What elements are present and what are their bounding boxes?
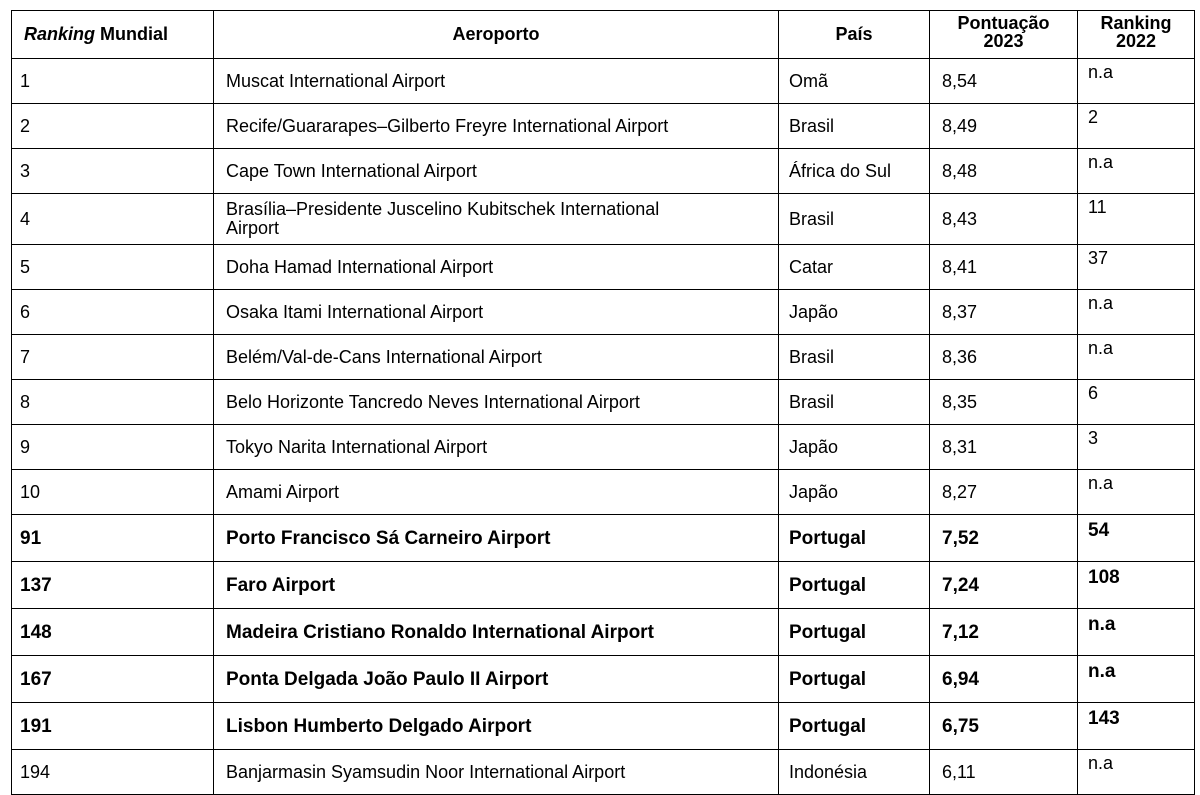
header-country: País [779, 11, 930, 59]
airport-cell: Recife/Guararapes–Gilberto Freyre International Airport [214, 104, 779, 149]
airport-cell: Ponta Delgada João Paulo II Airport [214, 656, 779, 703]
table-row [12, 380, 1195, 425]
prev-rank-cell: 108 [1078, 562, 1195, 609]
prev-rank-cell: n.a [1078, 59, 1195, 104]
country-cell: Portugal [779, 609, 930, 656]
score-cell: 8,31 [930, 425, 1078, 470]
table-row-portugal [12, 609, 1195, 656]
score-cell: 8,27 [930, 470, 1078, 515]
score-cell: 8,54 [930, 59, 1078, 104]
header-airport: Aeroporto [214, 11, 779, 59]
country-cell: Indonésia [779, 750, 930, 795]
country-cell: Japão [779, 290, 930, 335]
country-cell: Brasil [779, 335, 930, 380]
prev-rank-cell: 6 [1078, 380, 1195, 425]
score-cell: 8,48 [930, 149, 1078, 194]
airport-cell: Belo Horizonte Tancredo Neves International Airport [214, 380, 779, 425]
score-cell: 6,94 [930, 656, 1078, 703]
prev-rank-cell: 3 [1078, 425, 1195, 470]
country-cell: África do Sul [779, 149, 930, 194]
score-cell: 8,35 [930, 380, 1078, 425]
airport-cell: Doha Hamad International Airport [214, 245, 779, 290]
rank-cell: 1 [12, 59, 214, 104]
airport-cell: Amami Airport [214, 470, 779, 515]
airport-cell [214, 194, 779, 245]
header-prev-line2: 2022 [1115, 31, 1157, 51]
header-ranking-italic: Ranking [24, 24, 96, 44]
table-row [12, 335, 1195, 380]
table-row [12, 59, 1195, 104]
score-cell: 8,37 [930, 290, 1078, 335]
prev-rank-cell: 2 [1078, 104, 1195, 149]
score-cell: 8,41 [930, 245, 1078, 290]
airport-cell: Osaka Itami International Airport [214, 290, 779, 335]
airport-cell: Tokyo Narita International Airport [214, 425, 779, 470]
prev-rank-cell: n.a [1078, 609, 1195, 656]
prev-rank-cell: n.a [1078, 149, 1195, 194]
header-prev-line1: Ranking [1100, 13, 1172, 33]
prev-rank-cell: 11 [1078, 194, 1195, 245]
score-cell: 8,49 [930, 104, 1078, 149]
airport-cell: Porto Francisco Sá Carneiro Airport [214, 515, 779, 562]
rank-cell: 137 [12, 562, 214, 609]
table-row [12, 750, 1195, 795]
prev-rank-cell: n.a [1078, 335, 1195, 380]
airport-ranking-table [11, 10, 1195, 795]
airport-cell: Madeira Cristiano Ronaldo International Airport [214, 609, 779, 656]
header-score-2023 [930, 11, 1078, 59]
country-cell: Brasil [779, 104, 930, 149]
score-cell: 7,12 [930, 609, 1078, 656]
rank-cell: 5 [12, 245, 214, 290]
table-row [12, 104, 1195, 149]
header-world-ranking [12, 11, 214, 59]
country-cell: Catar [779, 245, 930, 290]
table-row [12, 149, 1195, 194]
rank-cell: 7 [12, 335, 214, 380]
rank-cell: 194 [12, 750, 214, 795]
header-score-line2: 2023 [983, 31, 1024, 51]
country-cell: Omã [779, 59, 930, 104]
rank-cell: 9 [12, 425, 214, 470]
table-row [12, 245, 1195, 290]
rank-cell: 2 [12, 104, 214, 149]
ranking-table-container [11, 10, 1195, 795]
airport-cell: Banjarmasin Syamsudin Noor International Airport [214, 750, 779, 795]
airport-cell: Muscat International Airport [214, 59, 779, 104]
table-row-portugal [12, 656, 1195, 703]
airport-cell: Lisbon Humberto Delgado Airport [214, 703, 779, 750]
prev-rank-cell: n.a [1078, 656, 1195, 703]
airport-cell: Faro Airport [214, 562, 779, 609]
rank-cell: 167 [12, 656, 214, 703]
airport-cell: Belém/Val-de-Cans International Airport [214, 335, 779, 380]
score-cell: 8,36 [930, 335, 1078, 380]
header-ranking-2022 [1078, 11, 1195, 59]
rank-cell: 4 [12, 194, 214, 245]
table-row [12, 194, 1195, 245]
airport-line-1: Brasília–Presidente Juscelino Kubitschek International [226, 199, 660, 219]
table-row [12, 425, 1195, 470]
country-cell: Portugal [779, 656, 930, 703]
prev-rank-cell: 143 [1078, 703, 1195, 750]
prev-rank-cell: n.a [1078, 750, 1195, 795]
rank-cell: 191 [12, 703, 214, 750]
score-cell: 6,75 [930, 703, 1078, 750]
table-row-portugal [12, 515, 1195, 562]
rank-cell: 148 [12, 609, 214, 656]
prev-rank-cell: 37 [1078, 245, 1195, 290]
rank-cell: 3 [12, 149, 214, 194]
airport-line-2: Airport [226, 218, 280, 238]
table-row [12, 470, 1195, 515]
country-cell: Brasil [779, 194, 930, 245]
score-cell: 8,43 [930, 194, 1078, 245]
country-cell: Japão [779, 425, 930, 470]
score-cell: 6,11 [930, 750, 1078, 795]
table-row-portugal [12, 562, 1195, 609]
rank-cell: 8 [12, 380, 214, 425]
rank-cell: 6 [12, 290, 214, 335]
prev-rank-cell: n.a [1078, 470, 1195, 515]
prev-rank-cell: n.a [1078, 290, 1195, 335]
country-cell: Japão [779, 470, 930, 515]
table-row-portugal [12, 703, 1195, 750]
header-score-line1: Pontuação [957, 13, 1050, 33]
prev-rank-cell: 54 [1078, 515, 1195, 562]
score-cell: 7,24 [930, 562, 1078, 609]
country-cell: Portugal [779, 562, 930, 609]
score-cell: 7,52 [930, 515, 1078, 562]
country-cell: Portugal [779, 703, 930, 750]
header-ranking-rest: Mundial [95, 24, 169, 44]
rank-cell: 10 [12, 470, 214, 515]
table-row [12, 290, 1195, 335]
airport-cell: Cape Town International Airport [214, 149, 779, 194]
country-cell: Portugal [779, 515, 930, 562]
rank-cell: 91 [12, 515, 214, 562]
country-cell: Brasil [779, 380, 930, 425]
table-header-row [12, 11, 1195, 59]
